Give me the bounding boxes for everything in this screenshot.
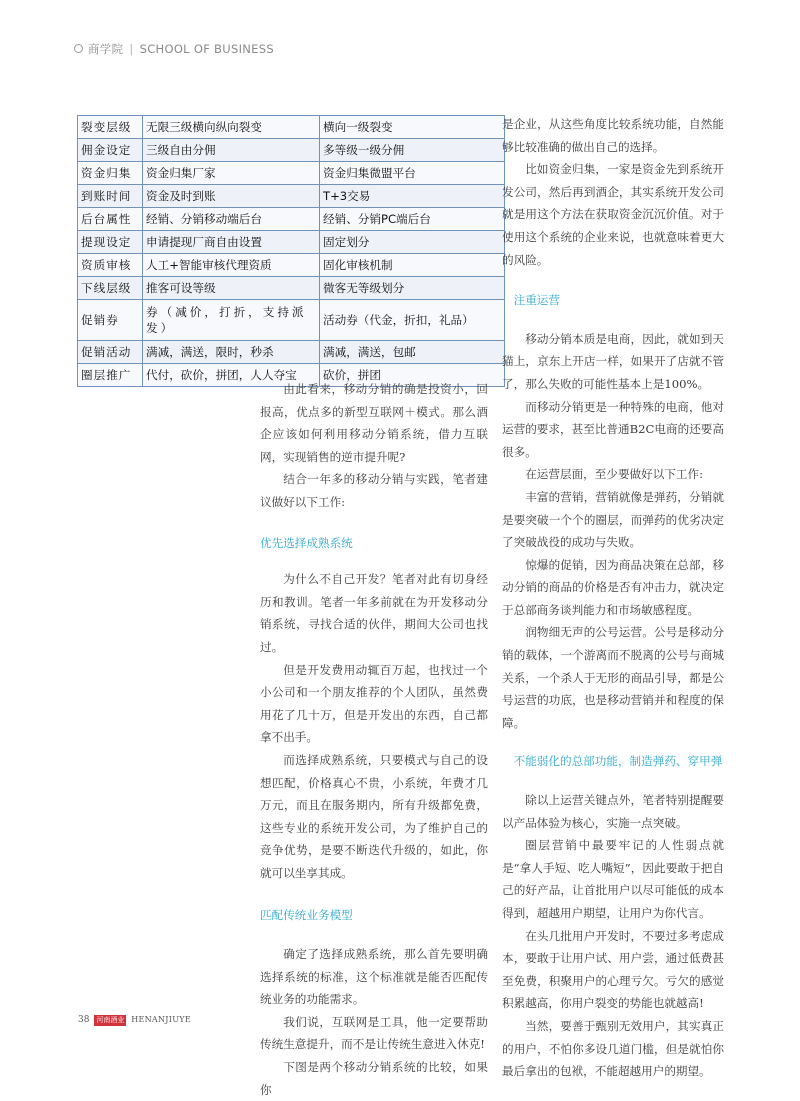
table-cell: 多等级一级分佣 — [320, 139, 505, 162]
paragraph: 而移动分销更是一种特殊的电商，他对运营的要求，甚至比普通B2C电商的还要高很多。 — [502, 399, 724, 459]
paragraph: 当然，要善于甄别无效用户，其实真正的用户，不怕你多设几道门槛，但是就怕你最后拿出的包袱，不能超越用户的期望。 — [502, 1018, 724, 1079]
table-cell: 固化审核机制 — [320, 254, 505, 277]
table-row — [78, 231, 505, 254]
table-cell: 下线层级 — [78, 277, 143, 300]
magazine-name: HENANJIUYE — [131, 1015, 192, 1024]
paragraph: 而选择成熟系统，只要模式与自己的设想匹配，价格真心不贵，小系统，年费才几万元，而且在服务期内，所有升级都免费，这些专业的系统开发公司，为了维护自己的竞争优势，是要不断迭代升级的，如此，你就可以坐享其成。 — [260, 752, 488, 880]
right-column — [502, 113, 724, 1083]
table-cell: 券（减价，打折，支持派发） — [143, 300, 320, 341]
table-cell: 后台属性 — [78, 208, 143, 231]
table-cell: 满减，满送，包邮 — [320, 341, 505, 364]
table-cell: 推客可设等级 — [143, 277, 320, 300]
paragraph: 但是开发费用动辄百万起，也找过一个小公司和一个朋友推荐的个人团队，虽然费用花了几十万，但是开发出的东西，自己都拿不出手。 — [260, 662, 488, 745]
table-cell: 佣金设定 — [78, 139, 143, 162]
page-footer — [78, 1015, 191, 1026]
table-cell: 无限三级横向纵向裂变 — [143, 116, 320, 139]
table-cell: 砍价，拼团 — [320, 364, 505, 387]
table-cell: 资金归集 — [78, 162, 143, 185]
table-row — [78, 300, 505, 341]
table-cell: 满减，满送，限时，秒杀 — [143, 341, 320, 364]
section-heading: 注重运营 — [513, 293, 560, 308]
table-cell: 人工+智能审核代理资质 — [143, 254, 320, 277]
table-cell: 圈层推广 — [78, 364, 143, 387]
section-heading: 不能弱化的总部功能，制造弹药、穿甲弹 — [513, 754, 723, 769]
table-row — [78, 277, 505, 300]
section-title-en: SCHOOL OF BUSINESS — [139, 42, 274, 56]
table-row — [78, 116, 505, 139]
section-heading: 优先选择成熟系统 — [260, 535, 353, 550]
section-title-cn: 商学院 — [88, 42, 124, 56]
comparison-table-body — [78, 116, 505, 387]
header-divider: | — [129, 42, 134, 56]
table-cell: 裂变层级 — [78, 116, 143, 139]
table-cell: 微客无等级划分 — [320, 277, 505, 300]
table-cell: 促销券 — [78, 300, 143, 341]
paragraph: 丰富的营销，营销就像是弹药，分销就是要突破一个个的圈层，而弹药的优劣决定了突破战役的成功与失败。 — [502, 489, 724, 550]
table-cell: T+3交易 — [320, 185, 505, 208]
table-cell: 经销、分销PC端后台 — [320, 208, 505, 231]
table-cell: 三级自由分佣 — [143, 139, 320, 162]
table-cell: 到账时间 — [78, 185, 143, 208]
paragraph: 在运营层面，至少要做好以下工作: — [525, 467, 704, 482]
left-column — [260, 378, 488, 1101]
paragraph: 比如资金归集，一家是资金先到系统开发公司，然后再到酒企，其实系统开发公司就是用这个方法在获取资金沉沉价值。对于使用这个系统的企业来说，也就意味着更大的风险。 — [502, 162, 724, 267]
table-cell: 资金归集微盟平台 — [320, 162, 505, 185]
circle-icon — [74, 44, 83, 53]
table-row — [78, 162, 505, 185]
table-cell: 资金及时到账 — [143, 185, 320, 208]
paragraph: 结合一年多的移动分销与实践，笔者建议做好以下工作: — [260, 472, 488, 509]
table-cell: 提现设定 — [78, 231, 143, 254]
paragraph: 确定了选择成熟系统，那么首先要明确选择系统的标准，这个标准就是能否匹配传统业务的功能需求。 — [260, 947, 488, 1007]
paragraph: 是企业，从这些角度比较系统功能，自然能够比较准确的做出自己的选择。 — [502, 117, 724, 154]
table-row — [78, 254, 505, 277]
paragraph: 惊爆的促销，因为商品决策在总部，移动分销的商品的价格是否有冲击力，就决定于总部商务谈判能力和市场敏感程度。 — [502, 557, 724, 617]
table-cell: 资质审核 — [78, 254, 143, 277]
table-row — [78, 139, 505, 162]
table-cell: 代付，砍价，拼团，人人夺宝 — [143, 364, 320, 387]
table-row — [78, 185, 505, 208]
magazine-badge: 河南酒业 — [96, 1016, 125, 1024]
table-cell: 经销、分销移动端后台 — [143, 208, 320, 231]
paragraph: 我们说，互联网是工具，他一定要帮助传统生意提升，而不是让传统生意进入休克! — [260, 1014, 488, 1052]
table-cell: 资金归集厂家 — [143, 162, 320, 185]
table-row — [78, 208, 505, 231]
table-cell: 促销活动 — [78, 341, 143, 364]
paragraph: 由此看来，移动分销的确是投资小，回报高，优点多的新型互联网＋模式。那么酒企应该如何利用移动分销系统，借力互联网，实现销售的逆市提升呢? — [260, 382, 488, 464]
section-heading: 匹配传统业务模型 — [260, 908, 353, 923]
table-cell: 固定划分 — [320, 231, 505, 254]
paragraph: 在头几批用户开发时，不要过多考虑成本，要敢于让用户试、用户尝，通过低费甚至免费，积聚用户的心理亏欠。亏欠的感觉积累越高，你用户裂变的势能也就越高! — [502, 928, 724, 1011]
paragraph: 除以上运营关键点外，笔者特别提醒要以产品体验为核心，实施一点突破。 — [502, 793, 724, 830]
table-cell: 申请提现厂商自由设置 — [143, 231, 320, 254]
paragraph: 下图是两个移动分销系统的比较，如果你 — [260, 1060, 488, 1097]
table-cell: 横向一级裂变 — [320, 116, 505, 139]
paragraph: 移动分销本质是电商，因此，就如到天猫上，京东上开店一样，如果开了店就不管了，那么失败的可能性基本上是100%。 — [502, 331, 724, 391]
paragraph: 为什么不自己开发？笔者对此有切身经历和教训。笔者一年多前就在为开发移动分销系统，寻找合适的伙伴，期间大公司也找过。 — [260, 572, 488, 654]
comparison-table — [77, 115, 505, 387]
paragraph: 圈层营销中最要牢记的人性弱点就是“拿人手短、吃人嘴短”，因此要敢于把自己的好产品，让首批用户以尽可能低的成本得到，超越用户期望，让用户为你代言。 — [502, 838, 724, 920]
paragraph: 润物细无声的公号运营。公号是移动分销的载体，一个游离而不脱离的公号与商城关系，一个杀人于无形的商品引导，都是公号运营的功底，也是移动营销并和程度的保障。 — [502, 625, 724, 730]
table-cell: 活动券（代金，折扣，礼品） — [320, 300, 505, 341]
table-row — [78, 341, 505, 364]
page-header — [74, 41, 274, 57]
page-number: 38 — [78, 1015, 90, 1025]
